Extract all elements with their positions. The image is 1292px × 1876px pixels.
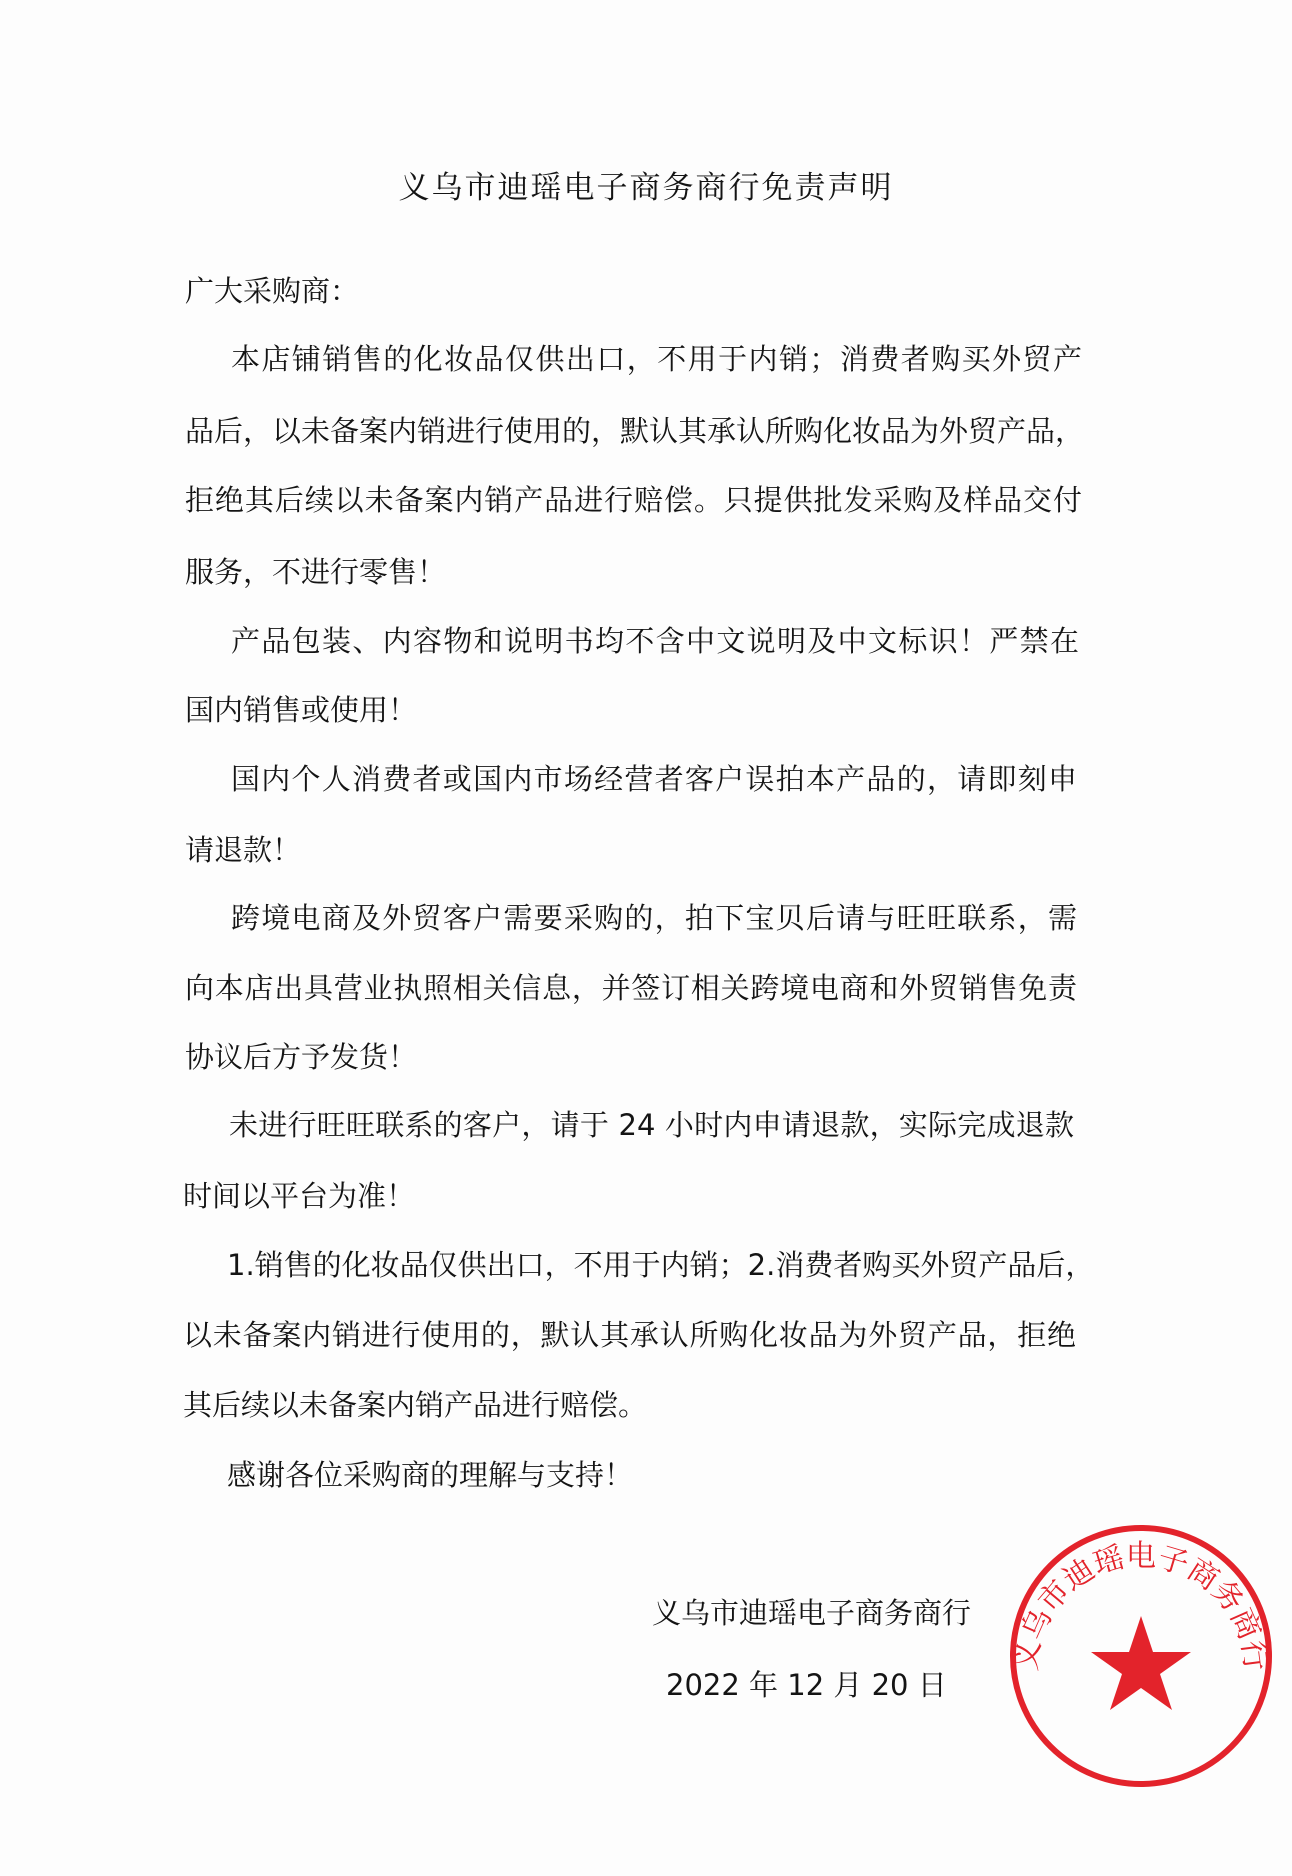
body-line: 未进行旺旺联系的客户，请于 24 小时内申请退款，实际完成退款 xyxy=(229,1108,1074,1142)
body-line: 向本店出具营业执照相关信息，并签订相关跨境电商和外贸销售免责 xyxy=(185,971,1077,1005)
document-title: 义乌市迪瑶电子商务商行免责声明 xyxy=(398,170,894,206)
signature-company: 义乌市迪瑶电子商务商行 xyxy=(652,1596,972,1630)
body-line: 1.销售的化妆品仅供出口，不用于内销；2.消费者购买外贸产品后， xyxy=(227,1248,1095,1282)
body-line: 以未备案内销进行使用的，默认其承认所购化妆品为外贸产品，拒绝 xyxy=(183,1318,1076,1352)
signature-date: 2022 年 12 月 20 日 xyxy=(666,1668,947,1702)
closing-line: 感谢各位采购商的理解与支持！ xyxy=(227,1458,634,1492)
seal-text: 义乌市迪瑶电子商务商行 xyxy=(1009,1539,1273,1673)
body-line: 跨境电商及外贸客户需要采购的，拍下宝贝后请与旺旺联系，需 xyxy=(231,901,1077,935)
body-line: 本店铺销售的化妆品仅供出口，不用于内销；消费者购买外贸产 xyxy=(231,342,1082,376)
body-line: 其后续以未备案内销产品进行赔偿。 xyxy=(183,1388,648,1422)
company-seal xyxy=(1005,1520,1277,1792)
body-line: 服务，不进行零售！ xyxy=(185,555,447,589)
body-line: 国内销售或使用！ xyxy=(185,693,418,727)
body-line: 时间以平台为准！ xyxy=(183,1179,416,1213)
body-line: 国内个人消费者或国内市场经营者客户误拍本产品的，请即刻申 xyxy=(231,762,1077,796)
body-line: 拒绝其后续以未备案内销产品进行赔偿。只提供批发采购及样品交付 xyxy=(185,483,1082,517)
body-line: 品后，以未备案内销进行使用的，默认其承认所购化妆品为外贸产品， xyxy=(185,414,1085,448)
body-line: 请退款！ xyxy=(185,833,302,867)
salutation: 广大采购商： xyxy=(185,274,360,308)
star-icon xyxy=(1091,1616,1191,1710)
body-line: 协议后方予发货！ xyxy=(185,1040,418,1074)
body-line: 产品包装、内容物和说明书均不含中文说明及中文标识！严禁在 xyxy=(231,624,1079,658)
